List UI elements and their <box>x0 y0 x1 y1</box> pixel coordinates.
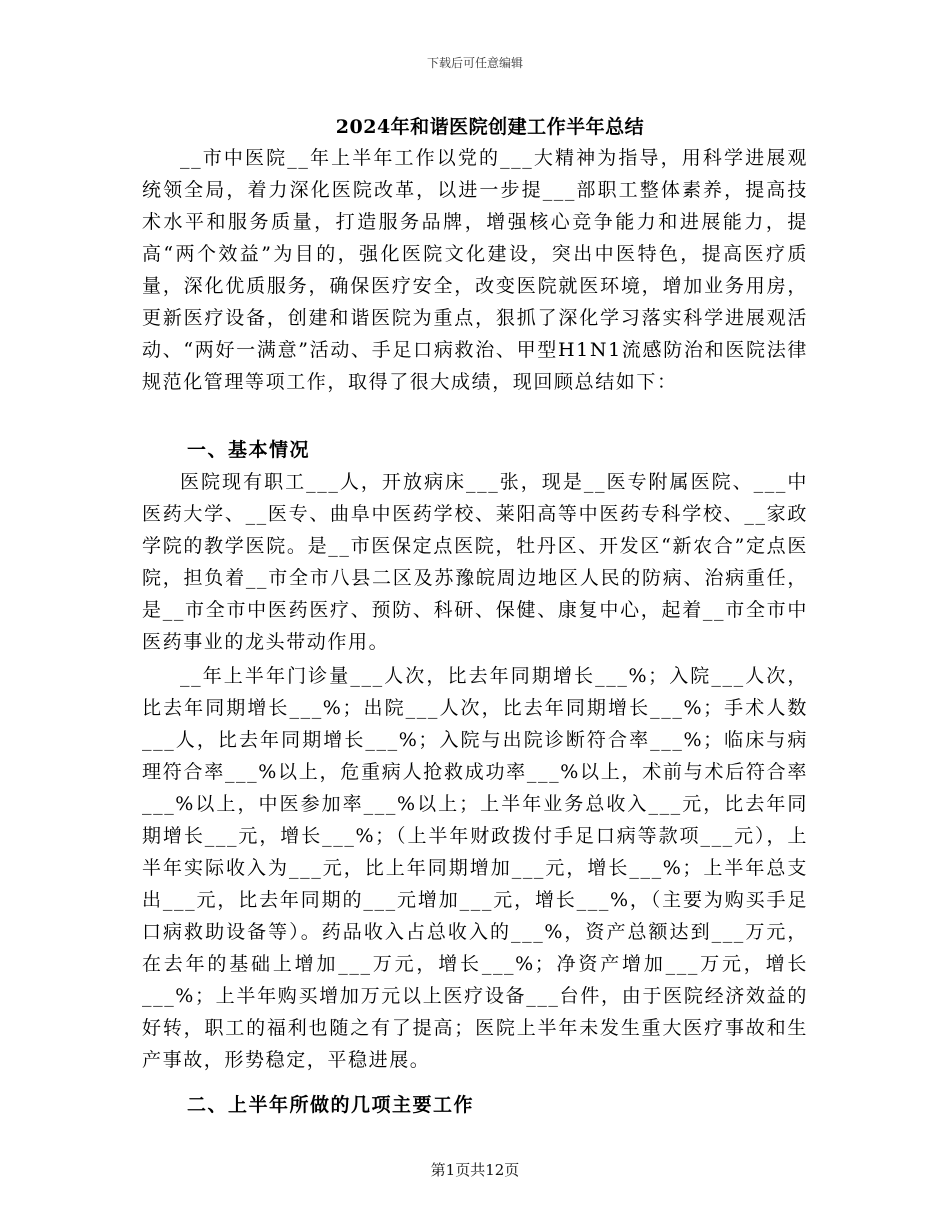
header-note: 下载后可任意编辑 <box>426 56 523 70</box>
document-title: 2024年和谐医院创建工作半年总结 <box>335 116 645 138</box>
section-heading-basic-situation: 一、基本情况 <box>187 439 311 461</box>
intro-paragraph: __市中医院__年上半年工作以党的___大精神为指导，用科学进展观统领全局，着力深化医院改革，以进一步提___部职工整体素养，提高技术水平和服务质量，打造服务品牌，增强核心竞争能力和进展能力，提高“两个效益”为目的，强化医院文化建设，突出中医特色，提高医疗质量，深化优质服务，确保医疗安全，改变医院就医环境，增加业务用房，更新医疗设备，创建和谐医院为重点，狠抓了深化学习落实科学进展观活动、“两好一满意”活动、手足口病救治、甲型H1N1流感防治和医院法律规范化管理等项工作，取得了很大成绩，现回顾总结如下： <box>142 147 808 393</box>
basic-situation-paragraph: 医院现有职工___人，开放病床___张，现是__医专附属医院、___中医药大学、__医专、曲阜中医药学校、莱阳高等中医药专科学校、__家政学院的教学医院。是__市医保定点医院，牡丹区、开发区“新农合”定点医院，担负着__市全市八县二区及苏豫皖周边地区人民的防病、治病重任，是__市全市中医药医疗、预防、科研、保健、康复中心，起着__市全市中医药事业的龙头带动作用。 <box>142 471 808 653</box>
statistics-paragraph: __年上半年门诊量___人次，比去年同期增长___%；入院___人次，比去年同期增长___%；出院___人次，比去年同期增长___%；手术人数___人，比去年同期增长___%；入院与出院诊断符合率___%；临床与病理符合率___%以上，危重病人抢救成功率___%以上，术前与术后符合率___%以上，中医参加率___%以上；上半年业务总收入___元，比去年同期增长___元，增长___%；（上半年财政拨付手足口病等款项___元），上半年实际收入为___元，比上年同期增加___元，增长___%；上半年总支出___元，比去年同期的___元增加___元，增长___%，（主要为购买手足口病救助设备等）。药品收入占总收入的___%，资产总额达到___万元，在去年的基础上增加___万元，增长___%；净资产增加___万元，增长___%；上半年购买增加万元以上医疗设备___台件，由于医院经济效益的好转，职工的福利也随之有了提高；医院上半年未发生重大医疗事故和生产事故，形势稳定，平稳进展。 <box>142 665 808 1071</box>
section-heading-main-work: 二、上半年所做的几项主要工作 <box>187 1094 475 1116</box>
page-number-footer: 第1页共12页 <box>430 1161 520 1179</box>
